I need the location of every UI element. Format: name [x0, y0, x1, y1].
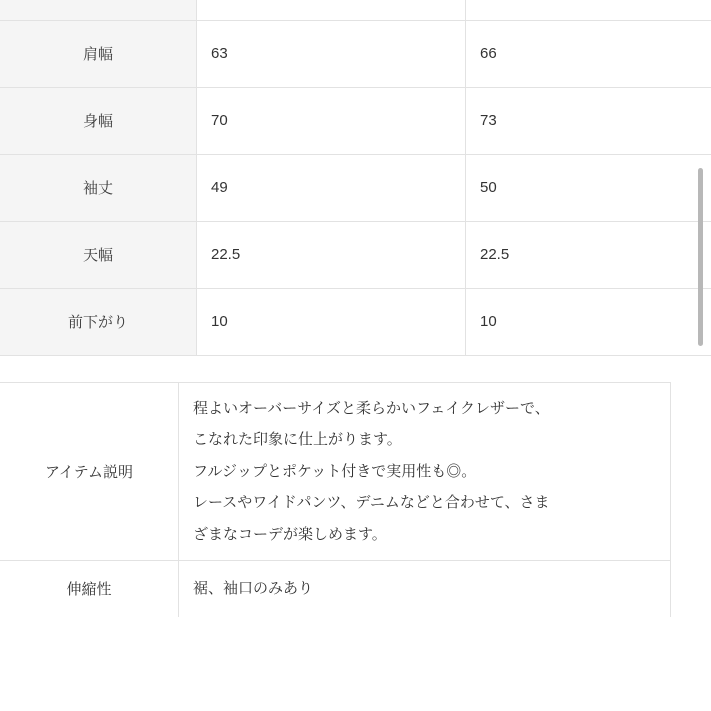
size-row-value-2: 73	[466, 87, 711, 154]
description-line: こなれた印象に仕上がります。	[193, 431, 402, 448]
table-row	[0, 561, 671, 617]
table-row	[0, 382, 671, 561]
size-row-value-1: 22.5	[197, 221, 466, 288]
size-row-value-2	[466, 0, 711, 20]
size-row-label	[0, 0, 197, 20]
table-row	[0, 20, 711, 87]
table-row	[0, 154, 711, 221]
description-line: フルジップとポケット付きで実用性も◎。	[193, 462, 477, 480]
table-row	[0, 288, 711, 355]
size-row-value-1: 63	[197, 20, 466, 87]
item-description-value	[179, 382, 671, 561]
size-row-value-1	[197, 0, 466, 20]
size-row-label: 身幅	[0, 87, 197, 154]
table-separator	[0, 356, 711, 382]
description-line: ざまなコーデが楽しめます。	[193, 525, 387, 543]
description-line: 程よいオーバーサイズと柔らかいフェイクレザーで、	[193, 399, 550, 417]
size-row-value-2: 22.5	[466, 221, 711, 288]
stretch-label: 伸縮性	[0, 561, 179, 617]
size-row-value-1: 49	[197, 154, 466, 221]
item-description-label: アイテム説明	[0, 382, 179, 561]
table-row	[0, 221, 711, 288]
scrollbar-track[interactable]	[701, 0, 707, 711]
size-row-label: 前下がり	[0, 288, 197, 355]
scrollbar-thumb[interactable]	[698, 168, 703, 346]
size-row-value-2: 50	[466, 154, 711, 221]
size-row-value-2: 66	[466, 20, 711, 87]
size-row-value-1: 70	[197, 87, 466, 154]
product-detail-table	[0, 382, 671, 617]
description-line: レースやワイドパンツ、デニムなどと合わせて、さま	[193, 494, 550, 511]
table-row	[0, 0, 711, 20]
size-row-label: 天幅	[0, 221, 197, 288]
size-row-value-1: 10	[197, 288, 466, 355]
table-row	[0, 87, 711, 154]
size-row-label: 肩幅	[0, 20, 197, 87]
size-row-value-2: 10	[466, 288, 711, 355]
size-row-label: 袖丈	[0, 154, 197, 221]
stretch-value: 裾、袖口のみあり	[179, 561, 671, 617]
detail-table-body	[0, 382, 671, 617]
size-table-body	[0, 0, 711, 355]
